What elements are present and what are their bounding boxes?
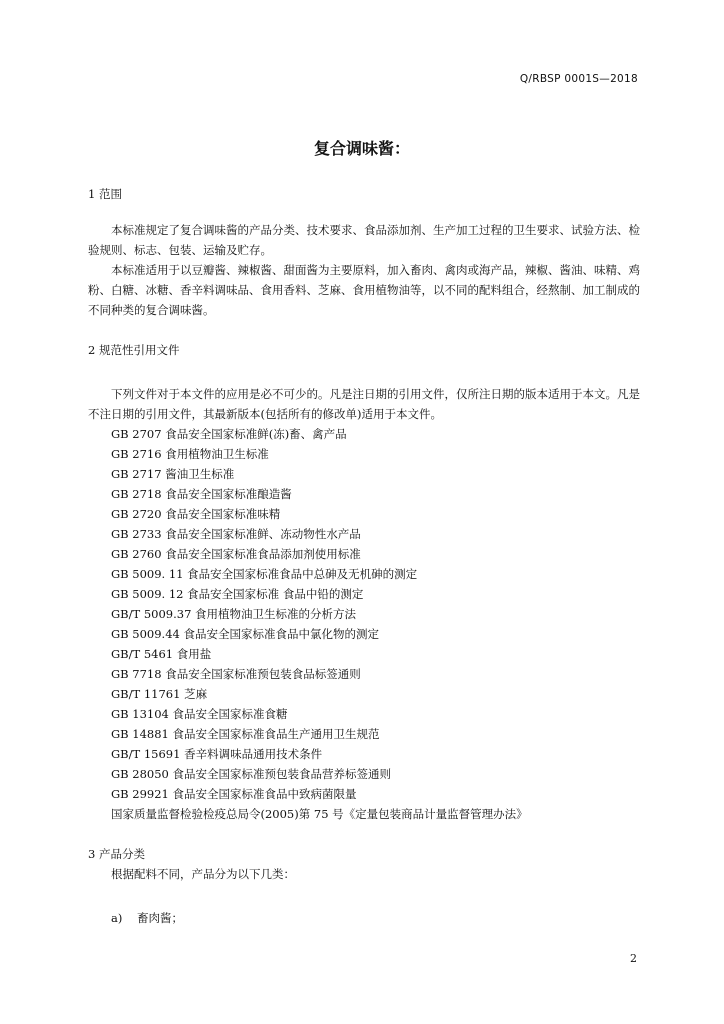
scope-paragraph: 本标准规定了复合调味酱的产品分类、技术要求、食品添加剂、生产加工过程的卫生要求、试验方法、检验规则、标志、包装、运输及贮存。 bbox=[88, 223, 640, 257]
reference-item: GB 2716 食用植物油卫生标准 bbox=[111, 447, 269, 461]
reference-item: GB/T 5009.37 食用植物油卫生标准的分析方法 bbox=[111, 607, 357, 621]
list-marker: a) bbox=[111, 911, 123, 925]
reference-list bbox=[88, 424, 640, 824]
reference-item: GB 2707 食品安全国家标准鲜(冻)畜、禽产品 bbox=[111, 427, 347, 441]
reference-item: GB 2733 食品安全国家标准鲜、冻动物性水产品 bbox=[111, 527, 361, 541]
page-number: 2 bbox=[630, 952, 637, 965]
section-product-classification bbox=[88, 844, 640, 928]
reference-item: GB 13104 食品安全国家标准食糖 bbox=[111, 707, 288, 721]
reference-item: GB 5009. 11 食品安全国家标准食品中总砷及无机砷的测定 bbox=[111, 567, 418, 581]
reference-item: GB/T 15691 香辛料调味品通用技术条件 bbox=[111, 747, 323, 761]
normative-references-intro: 下列文件对于本文件的应用是必不可少的。凡是注日期的引用文件，仅所注日期的版本适用于本文。凡是不注日期的引用文件，其最新版本(包括所有的修改单)适用于本文件。 bbox=[88, 387, 640, 421]
standard-code: Q/RBSP 0001S—2018 bbox=[519, 73, 638, 85]
classification-item bbox=[88, 908, 640, 928]
section-heading-product-classification: 3 产品分类 bbox=[88, 847, 145, 861]
scope-paragraph: 本标准适用于以豆瓣酱、辣椒酱、甜面酱为主要原料，加入畜肉、禽肉或海产品，辣椒、酱油、味精、鸡粉、白糖、冰糖、香辛料调味品、食用香料、芝麻、食用植物油等，以不同的配料组合，经熬制、加工制成的不同种类的复合调味酱。 bbox=[88, 263, 640, 317]
reference-item: GB 2718 食品安全国家标准酿造酱 bbox=[111, 487, 292, 501]
reference-item: GB/T 5461 食用盐 bbox=[111, 647, 212, 661]
reference-item: GB 14881 食品安全国家标准食品生产通用卫生规范 bbox=[111, 727, 380, 741]
reference-item: GB 7718 食品安全国家标准预包装食品标签通则 bbox=[111, 667, 361, 681]
section-heading-normative-references: 2 规范性引用文件 bbox=[88, 343, 180, 357]
reference-item: GB 28050 食品安全国家标准预包装食品营养标签通则 bbox=[111, 767, 392, 781]
document-title: 复合调味酱： bbox=[313, 139, 410, 158]
classification-intro: 根据配料不同，产品分为以下几类： bbox=[111, 867, 295, 881]
section-heading-scope: 1 范围 bbox=[88, 187, 122, 201]
reference-item: GB 2717 酱油卫生标准 bbox=[111, 467, 235, 481]
reference-item: GB 5009. 12 食品安全国家标准 食品中铅的测定 bbox=[111, 587, 364, 601]
document-body bbox=[88, 184, 640, 928]
reference-item: 国家质量监督检验检疫总局令(2005)第 75 号《定量包装商品计量监督管理办法》 bbox=[111, 807, 528, 821]
reference-item: GB 29921 食品安全国家标准食品中致病菌限量 bbox=[111, 787, 357, 801]
list-item-text: 畜肉酱； bbox=[137, 911, 183, 925]
section-normative-references bbox=[88, 340, 640, 824]
reference-item: GB 5009.44 食品安全国家标准食品中氯化物的测定 bbox=[111, 627, 380, 641]
reference-item: GB 2720 食品安全国家标准味精 bbox=[111, 507, 281, 521]
reference-item: GB 2760 食品安全国家标准食品添加剂使用标准 bbox=[111, 547, 361, 561]
reference-item: GB/T 11761 芝麻 bbox=[111, 687, 208, 701]
section-scope bbox=[88, 184, 640, 320]
